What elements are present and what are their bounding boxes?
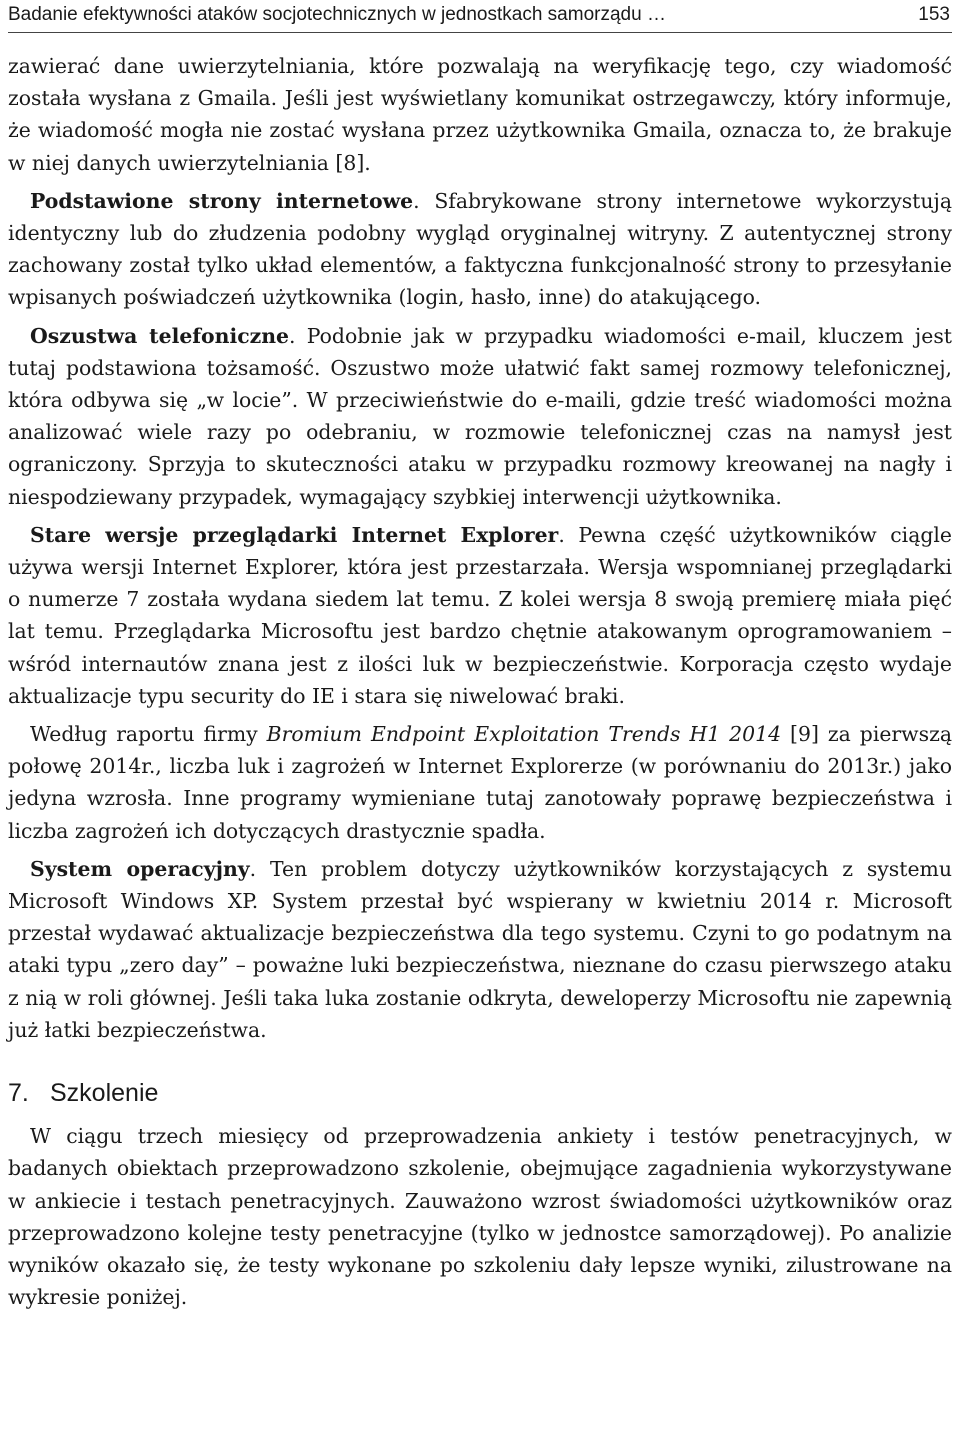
paragraph-operating-system: [8, 853, 952, 1046]
page-number: 153: [918, 4, 950, 25]
paragraph-fake-websites: [8, 185, 952, 314]
paragraph-phone-scams: [8, 320, 952, 513]
paragraph-text: . Sfabrykowane strony internetowe wykorzystują identyczny lub do złudzenia podobny wygląd oryginalnej witryny. Z autentycznej strony zachowany został tylko układ elementów, a faktyczna funkcjonalność strony to przesyłanie wpisanych poświadczeń użytkownika (login, hasło, inne) do atakującego.: [8, 188, 952, 310]
paragraph-text: . Ten problem dotyczy użytkowników korzystających z systemu Microsoft Windows XP. System przestał być wspierany w kwietniu 2014 r. Microsoft przestał wydawać aktualizacje bezpieczeństwa dla tego systemu. Czyni to go podatnym na ataki typu „zero day” – poważne luki bezpieczeństwa, nieznane do czasu pierwszego ataku z nią w roli głównej. Jeśli taka luka zostanie odkryta, deweloperzy Microsoftu nie zapewnią już łatki bezpieczeństwa.: [8, 856, 952, 1042]
paragraph-text: [9] za pierwszą połowę 2014r., liczba luk i zagrożeń w Internet Explorerze (w porównaniu do 2013r.) jako jedyna wzrosła. Inne programy wymieniane tutaj zanotowały poprawę bezpieczeństwa i liczba zagrożeń ich dotyczących drastycznie spadła.: [8, 722, 952, 843]
paragraph-heading: Oszustwa telefoniczne: [30, 323, 290, 348]
paragraph-text: . Pewna część użytkowników ciągle używa wersji Internet Explorer, która jest przestarzała. Wersja wspomnianej przeglądarki o numerze 7 została wydana siedem lat temu. Z kolei wersja 8 swoją premierę miała pięć lat temu. Przeglądarka Microsoftu jest bardzo chętnie atakowanym oprogramowaniem – wśród internautów znana jest z ilości luk w bezpieczeństwie. Korporacja często wydaje aktualizacje typu security do IE i stara się niwelować braki.: [8, 522, 952, 708]
section-number: 7.: [8, 1079, 29, 1108]
body-text: [8, 50, 952, 1313]
section-title: Szkolenie: [50, 1079, 159, 1108]
paragraph-bromium-report: [8, 718, 952, 847]
paragraph-heading: Podstawione strony internetowe: [30, 188, 414, 213]
paragraph-gmail-auth: zawierać dane uwierzytelniania, które pozwalają na weryfikację tego, czy wiadomość została wysłana z Gmaila. Jeśli jest wyświetlany komunikat ostrzegawczy, który informuje, że wiadomość mogła nie zostać wysłana przez użytkownika Gmaila, oznacza to, że brakuje w niej danych uwierzytelniania [8].: [8, 54, 952, 175]
document-page: [8, 0, 952, 1310]
paragraph-text: . Podobnie jak w przypadku wiadomości e-mail, kluczem jest tutaj podstawiona tożsamość. Oszustwo może ułatwić fakt samej rozmowy telefonicznej, która odbywa się „w locie”. W przeciwieństwie do e-maili, gdzie treść wiadomości można analizować wiele razy po odebraniu, w rozmowie telefonicznej czas na namysł jest ograniczony. Sprzyja to skuteczności ataku w przypadku rozmowy kreowanej na nagły i niespodziewany przypadek, wymagający szybkiej interwencji użytkownika.: [8, 323, 952, 509]
running-header: [8, 0, 952, 33]
report-title: Bromium Endpoint Exploitation Trends H1 2014: [266, 722, 782, 747]
paragraph-text: Według raportu firmy: [30, 722, 267, 747]
paragraph-heading: System operacyjny: [30, 856, 250, 881]
paragraph-old-ie: [8, 519, 952, 712]
section-heading: [8, 1076, 952, 1110]
paragraph-heading: Stare wersje przeglądarki Internet Explorer: [30, 522, 559, 547]
running-title: Badanie efektywności ataków socjotechnicznych w jednostkach samorządu …: [8, 4, 666, 25]
paragraph-training: W ciągu trzech miesięcy od przeprowadzenia ankiety i testów penetracyjnych, w badanych obiektach przeprowadzono szkolenie, obejmujące zagadnienia wykorzystywane w ankiecie i testach penetracyjnych. Zauważono wzrost świadomości użytkowników oraz przeprowadzono kolejne testy penetracyjne (tylko w jednostce samorządowej). Po analizie wyników okazało się, że testy wykonane po szkoleniu dały lepsze wyniki, zilustrowane na wykresie poniżej.: [8, 1124, 952, 1310]
